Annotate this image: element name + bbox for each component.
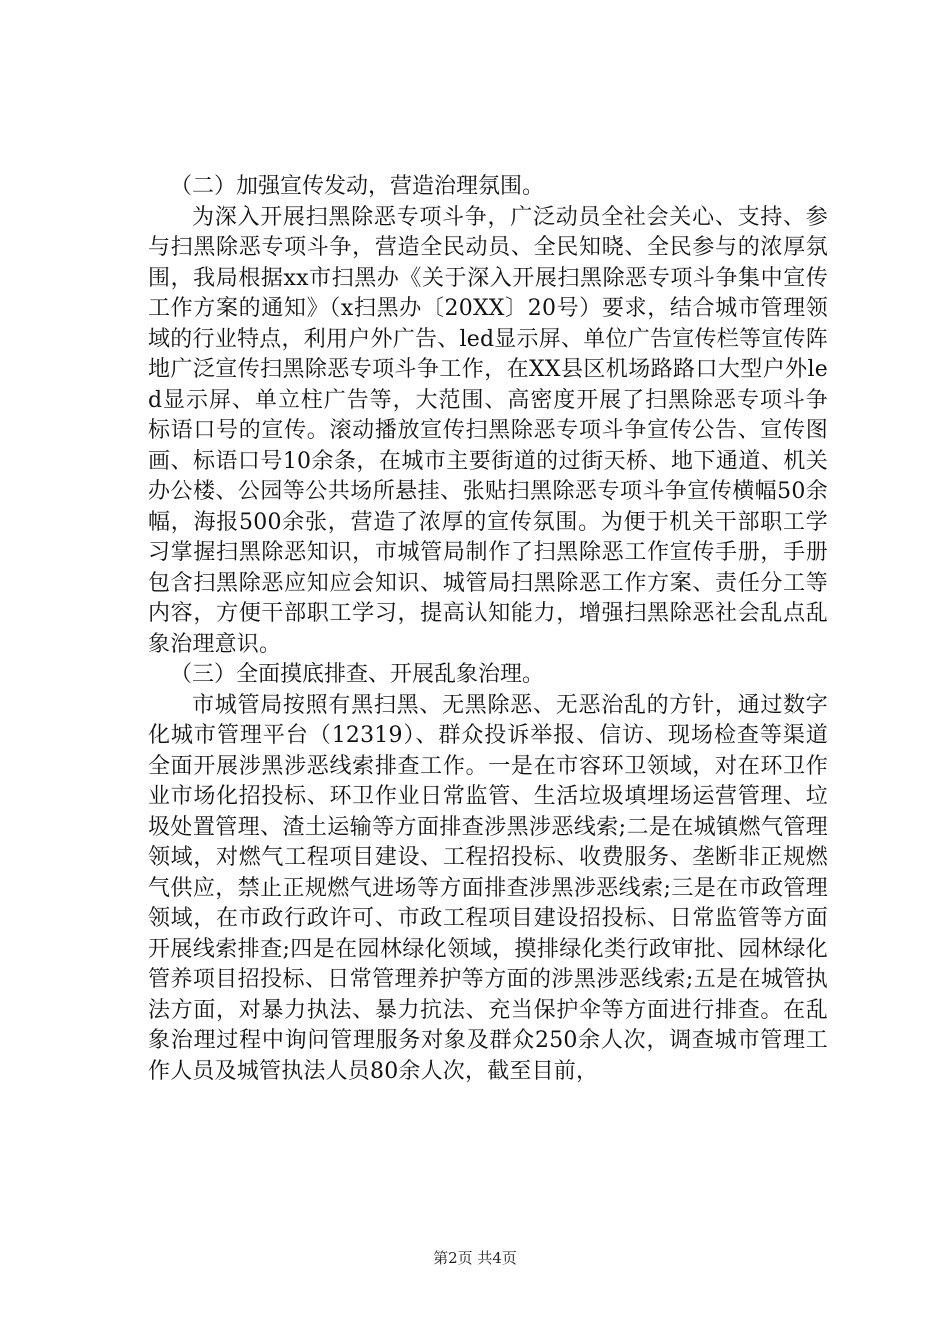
section-heading-3: （三）全面摸底排查、开展乱象治理。 <box>170 662 545 687</box>
page-footer <box>0 1248 950 1268</box>
section-heading-2: （二）加强宣传发动，营造治理氛围。 <box>170 174 545 199</box>
paragraph-publicity: 为深入开展扫黑除恶专项斗争，广泛动员全社会关心、支持、参与扫黑除恶专项斗争，营造全民动员、全民知晓、全民参与的浓厚氛围，我局根据xx市扫黑办《关于深入开展扫黑除恶专项斗争集中宣传工作方案的通知》（x扫黑办〔20XX〕20号）要求，结合城市管理领域的行业特点，利用户外广告、led显示屏、单位广告宣传栏等宣传阵地广泛宣传扫黑除恶专项斗争工作，在XX县区机场路路口大型户外led显示屏、单立柱广告等，大范围、高密度开展了扫黑除恶专项斗争标语口号的宣传。滚动播放宣传扫黑除恶专项斗争宣传公告、宣传图画、标语口号10余条，在城市主要街道的过街天桥、地下通道、机关办公楼、公园等公共场所悬挂、张贴扫黑除恶专项斗争宣传横幅50余幅，海报500余张，营造了浓厚的宣传氛围。为便于机关干部职工学习掌握扫黑除恶知识，市城管局制作了扫黑除恶工作宣传手册，手册包含扫黑除恶应知应会知识、城管局扫黑除恶工作方案、责任分工等内容，方便干部职工学习，提高认知能力，增强扫黑除恶社会乱点乱象治理意识。 <box>148 204 828 657</box>
page-number: 第2页 共4页 <box>433 1249 517 1267</box>
paragraph-investigation: 市城管局按照有黑扫黑、无黑除恶、无恶治乱的方针，通过数字化城市管理平台（12319）、群众投诉举报、信访、现场检查等渠道全面开展涉黑涉恶线索排查工作。一是在市容环卫领域，对在环卫作业市场化招投标、环卫作业日常监管、生活垃圾填埋场运营管理、垃圾处置管理、渣土运输等方面排查涉黑涉恶线索;二是在城镇燃气管理领域，对燃气工程项目建设、工程招投标、收费服务、垄断非正规燃气供应，禁止正规燃气进场等方面排查涉黑涉恶线索;三是在市政管理领域，在市政行政许可、市政工程项目建设招投标、日常监管等方面开展线索排查;四是在园林绿化领域，摸排绿化类行政审批、园林绿化管养项目招投标、日常管理养护等方面的涉黑涉恶线索;五是在城管执法方面，对暴力执法、暴力抗法、充当保护伞等方面进行排查。在乱象治理过程中询问管理服务对象及群众250余人次，调查城市管理工作人员及城管执法人员80余人次，截至目前， <box>148 692 828 1084</box>
document-body <box>148 172 828 1087</box>
